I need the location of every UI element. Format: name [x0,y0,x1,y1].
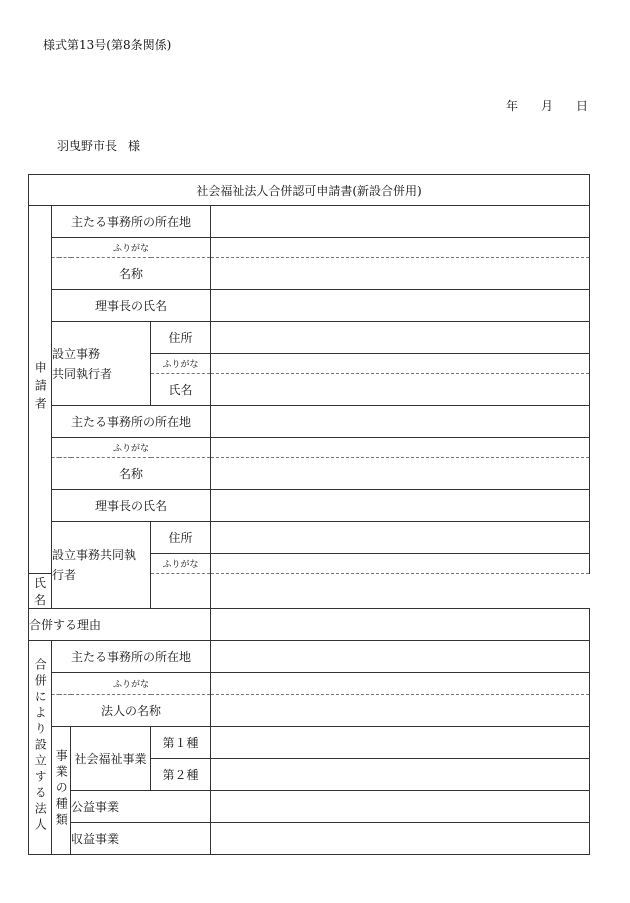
a2-furigana-field[interactable] [211,438,590,458]
a1-joint-executor-label: 設立事務 共同執行者 [52,322,151,406]
a2-address-field[interactable] [211,522,590,554]
a2-furigana-label: ふりがな [52,438,211,458]
a1-office-location-field[interactable] [211,206,590,238]
a1-chairman-field[interactable] [211,290,590,322]
a2-person-name-label: 氏名 [29,574,52,609]
form-title: 社会福祉法人合併認可申請書(新設合併用) [29,175,590,206]
public-interest-label: 公益事業 [71,791,211,823]
applicant-label [29,206,52,574]
date-month: 月 [541,99,554,113]
type1-label: 第１種 [151,727,211,759]
type2-field[interactable] [211,759,590,791]
a2-chairman-field[interactable] [211,490,590,522]
a1-address-field[interactable] [211,322,590,354]
a2-furigana2-label: ふりがな [151,554,211,574]
nc-office-location-field[interactable] [211,641,590,673]
type2-label: 第２種 [151,759,211,791]
a1-chairman-label: 理事長の氏名 [52,290,211,322]
a1-furigana2-field[interactable] [211,354,590,374]
a1-name-field[interactable] [211,258,590,290]
type1-field[interactable] [211,727,590,759]
a2-person-name-field[interactable] [151,574,211,609]
nc-furigana-field[interactable] [211,673,590,695]
nc-corp-name-label: 法人の名称 [52,695,211,727]
business-type-label [52,727,71,855]
a2-chairman-label: 理事長の氏名 [52,490,211,522]
social-welfare-label: 社会福祉事業 [71,727,151,791]
a1-office-location-label: 主たる事務所の所在地 [52,206,211,238]
a1-person-name-field[interactable] [211,374,590,406]
nc-office-location-label: 主たる事務所の所在地 [52,641,211,673]
profit-field[interactable] [211,823,590,855]
addressee: 羽曳野市長 [57,139,118,153]
a1-person-name-label: 氏名 [151,374,211,406]
a1-furigana2-label: ふりがな [151,354,211,374]
a1-address-label: 住所 [151,322,211,354]
a2-name-field[interactable] [211,458,590,490]
new-corp-label [29,641,52,855]
applicant-label-text: 申請者 [33,361,48,415]
date-year: 年 [506,99,519,113]
a2-joint-executor-label: 設立事務共同執 行者 [52,522,151,609]
nc-corp-name-field[interactable] [211,695,590,727]
form-number: 様式第13号(第8条関係) [43,38,172,52]
application-table [28,174,590,855]
public-interest-field[interactable] [211,791,590,823]
profit-label: 収益事業 [71,823,211,855]
a1-furigana-field[interactable] [211,238,590,258]
a1-furigana-label: ふりがな [52,238,211,258]
merger-reason-label: 合併する理由 [29,609,211,641]
date-day: 日 [576,99,589,113]
a2-address-label: 住所 [151,522,211,554]
nc-furigana-label: ふりがな [52,673,211,695]
a2-office-location-field[interactable] [211,406,590,438]
new-corp-label-text: 合併により設立する法人 [33,658,48,834]
a2-office-location-label: 主たる事務所の所在地 [52,406,211,438]
a2-name-label: 名称 [52,458,211,490]
a1-name-label: 名称 [52,258,211,290]
merger-reason-field[interactable] [211,609,590,641]
business-type-label-text: 事業の種類 [54,749,69,829]
honorific: 様 [128,139,141,153]
a2-furigana2-field[interactable] [211,554,590,574]
